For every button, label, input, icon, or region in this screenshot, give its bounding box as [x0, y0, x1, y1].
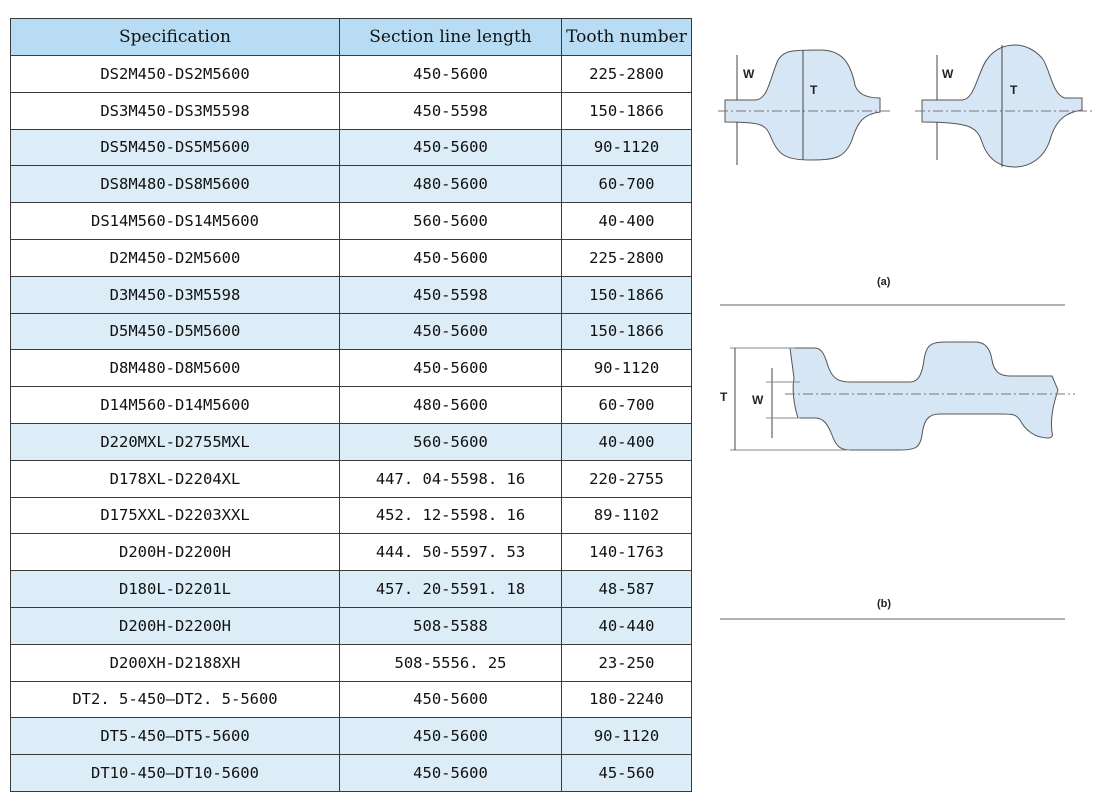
table-row: [11, 203, 692, 240]
table-row: [11, 460, 692, 497]
table-row: [11, 681, 692, 718]
belt-diagram-svg: [700, 30, 1100, 640]
profile-b-shape: [790, 342, 1058, 450]
caption-b: (b): [877, 598, 892, 610]
cell-section-line-length: 444. 50-5597. 53: [340, 534, 562, 571]
cell-tooth-number: 225-2800: [562, 56, 692, 93]
cell-section-line-length: 480-5600: [340, 387, 562, 424]
cell-specification: D200H-D2200H: [11, 534, 340, 571]
header-section-line-length: Section line length: [340, 19, 562, 56]
cell-specification: DS2M450-DS2M5600: [11, 56, 340, 93]
cell-specification: D5M450-D5M5600: [11, 313, 340, 350]
cell-section-line-length: 508-5588: [340, 607, 562, 644]
table-row: [11, 387, 692, 424]
table-row: [11, 644, 692, 681]
table-row: [11, 423, 692, 460]
cell-section-line-length: 457. 20-5591. 18: [340, 571, 562, 608]
cell-section-line-length: 450-5600: [340, 313, 562, 350]
cell-section-line-length: 560-5600: [340, 423, 562, 460]
cell-tooth-number: 40-400: [562, 423, 692, 460]
cell-specification: D180L-D2201L: [11, 571, 340, 608]
cell-specification: D200H-D2200H: [11, 607, 340, 644]
label-w: W: [743, 67, 755, 81]
cell-section-line-length: 450-5600: [340, 239, 562, 276]
cell-specification: D175XXL-D2203XXL: [11, 497, 340, 534]
table-row: [11, 571, 692, 608]
cell-specification: D2M450-D2M5600: [11, 239, 340, 276]
cell-specification: DS8M480-DS8M5600: [11, 166, 340, 203]
cell-specification: D8M480-D8M5600: [11, 350, 340, 387]
cell-tooth-number: 23-250: [562, 644, 692, 681]
table-row: [11, 607, 692, 644]
cell-specification: DS14M560-DS14M5600: [11, 203, 340, 240]
cell-section-line-length: 508-5556. 25: [340, 644, 562, 681]
cell-tooth-number: 150-1866: [562, 276, 692, 313]
header-tooth-number: Tooth number: [562, 19, 692, 56]
cell-tooth-number: 89-1102: [562, 497, 692, 534]
table-row: [11, 239, 692, 276]
cell-section-line-length: 450-5598: [340, 276, 562, 313]
table-row: [11, 313, 692, 350]
cell-tooth-number: 40-400: [562, 203, 692, 240]
cell-section-line-length: 452. 12-5598. 16: [340, 497, 562, 534]
cell-section-line-length: 560-5600: [340, 203, 562, 240]
cell-specification: D220MXL-D2755MXL: [11, 423, 340, 460]
cell-section-line-length: 450-5600: [340, 56, 562, 93]
cell-tooth-number: 150-1866: [562, 92, 692, 129]
profile-a-left: [718, 50, 892, 165]
table-row: [11, 350, 692, 387]
table-row: [11, 497, 692, 534]
cell-specification: DS3M450-DS3M5598: [11, 92, 340, 129]
cell-tooth-number: 140-1763: [562, 534, 692, 571]
cell-tooth-number: 40-440: [562, 607, 692, 644]
cell-specification: DT10-450—DT10-5600: [11, 755, 340, 792]
cell-tooth-number: 90-1120: [562, 350, 692, 387]
cell-tooth-number: 90-1120: [562, 718, 692, 755]
table-row: [11, 92, 692, 129]
cell-specification: DT5-450—DT5-5600: [11, 718, 340, 755]
cell-specification: D3M450-D3M5598: [11, 276, 340, 313]
label-t: T: [720, 390, 728, 404]
table-row: [11, 755, 692, 792]
table-row: [11, 129, 692, 166]
cell-tooth-number: 150-1866: [562, 313, 692, 350]
table-row: [11, 56, 692, 93]
cell-section-line-length: 450-5598: [340, 92, 562, 129]
cell-tooth-number: 60-700: [562, 166, 692, 203]
cell-section-line-length: 450-5600: [340, 718, 562, 755]
cell-section-line-length: 450-5600: [340, 755, 562, 792]
cell-specification: D200XH-D2188XH: [11, 644, 340, 681]
spec-table: [10, 18, 692, 792]
cell-specification: D14M560-D14M5600: [11, 387, 340, 424]
cell-section-line-length: 450-5600: [340, 129, 562, 166]
table-row: [11, 718, 692, 755]
cell-section-line-length: 447. 04-5598. 16: [340, 460, 562, 497]
cell-specification: D178XL-D2204XL: [11, 460, 340, 497]
cell-tooth-number: 225-2800: [562, 239, 692, 276]
label-w: W: [942, 67, 954, 81]
profile-b: [720, 342, 1075, 450]
cell-section-line-length: 450-5600: [340, 350, 562, 387]
label-t: T: [1010, 83, 1018, 97]
caption-a: (a): [877, 276, 891, 288]
cell-tooth-number: 220-2755: [562, 460, 692, 497]
table-row: [11, 166, 692, 203]
cell-tooth-number: 180-2240: [562, 681, 692, 718]
label-t: T: [810, 83, 818, 97]
table-row: [11, 276, 692, 313]
header-specification: Specification: [11, 19, 340, 56]
belt-diagrams: [700, 30, 1100, 640]
cell-specification: DT2. 5-450—DT2. 5-5600: [11, 681, 340, 718]
table-header-row: [11, 19, 692, 56]
cell-section-line-length: 480-5600: [340, 166, 562, 203]
cell-tooth-number: 60-700: [562, 387, 692, 424]
cell-tooth-number: 45-560: [562, 755, 692, 792]
cell-tooth-number: 48-587: [562, 571, 692, 608]
table-row: [11, 534, 692, 571]
cell-specification: DS5M450-DS5M5600: [11, 129, 340, 166]
label-w: W: [752, 393, 764, 407]
profile-a-right: [915, 45, 1092, 167]
cell-section-line-length: 450-5600: [340, 681, 562, 718]
cell-tooth-number: 90-1120: [562, 129, 692, 166]
